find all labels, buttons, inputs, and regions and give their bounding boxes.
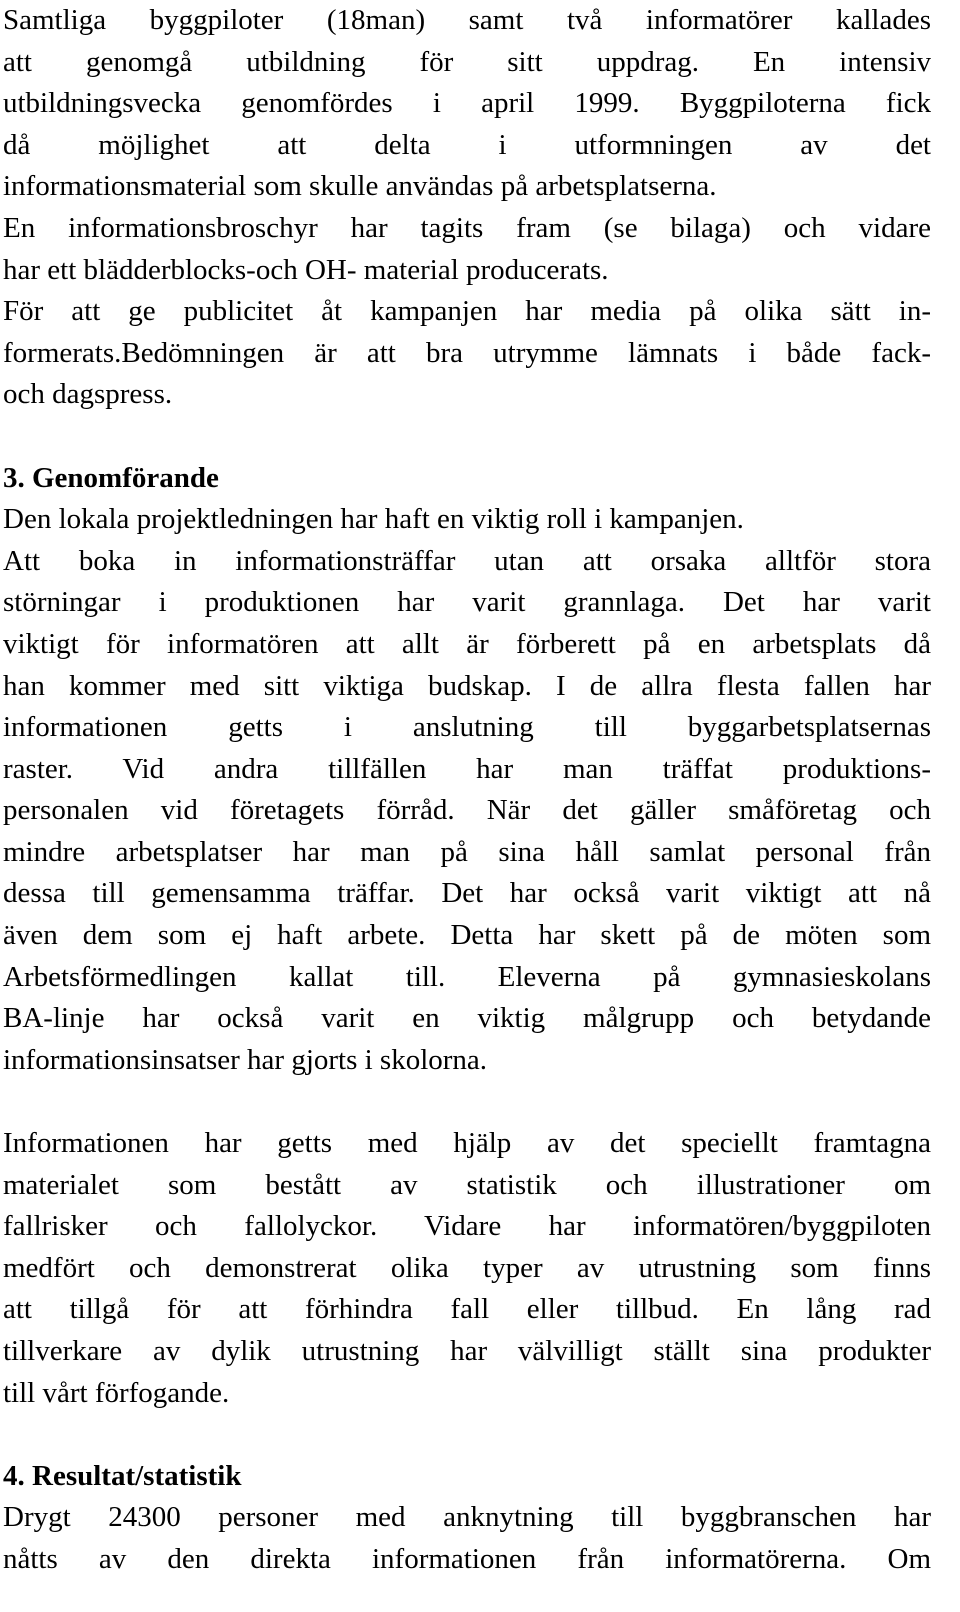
paragraph <box>3 499 931 1081</box>
text-line: att tillgå för att förhindra fall eller tillbud. En lång rad <box>3 1293 931 1326</box>
text-line: har ett blädderblocks-och OH- material producerats. <box>3 253 609 286</box>
paragraph <box>3 0 931 416</box>
text-line: mindre arbetsplatser har man på sina håll samlat personal från <box>3 835 931 868</box>
text-line: utbildningsvecka genomfördes i april 1999. Byggpiloterna fick <box>3 87 931 120</box>
text-line: informationsmaterial som skulle användas på arbetsplatserna. <box>3 170 717 203</box>
text-line: även dem som ej haft arbete. Detta har skett på de möten som <box>3 919 931 952</box>
text-line: personalen vid företagets förråd. När det gäller småföretag och <box>3 794 931 827</box>
text-line: och dagspress. <box>3 378 173 411</box>
text-line: Drygt 24300 personer med anknytning till byggbranschen har <box>3 1501 931 1534</box>
text-line: materialet som bestått av statistik och illustrationer om <box>3 1168 931 1201</box>
paragraph <box>3 1123 931 1414</box>
text-line: dessa till gemensamma träffar. Det har också varit viktigt att nå <box>3 877 931 910</box>
section-heading: 4. Resultat/statistik <box>3 1459 242 1492</box>
text-line: han kommer med sitt viktiga budskap. I de allra flesta fallen har <box>3 669 931 702</box>
text-line: fallrisker och fallolyckor. Vidare har informatören/byggpiloten <box>3 1210 931 1243</box>
paragraph <box>3 1497 931 1580</box>
text-line: viktigt för informatören att allt är förberett på en arbetsplats då <box>3 627 931 660</box>
section-heading: 3. Genomförande <box>3 461 219 494</box>
text-line: Arbetsförmedlingen kallat till. Eleverna på gymnasieskolans <box>3 960 931 993</box>
text-line: informationen getts i anslutning till byggarbetsplatsernas <box>3 711 931 744</box>
text-line: störningar i produktionen har varit grannlaga. Det har varit <box>3 586 931 619</box>
document-page <box>3 0 931 1581</box>
text-line: Den lokala projektledningen har haft en viktig roll i kampanjen. <box>3 503 744 536</box>
text-line: Informationen har getts med hjälp av det speciellt framtagna <box>3 1127 931 1160</box>
text-line: Att boka in informationsträffar utan att orsaka alltför stora <box>3 544 931 577</box>
text-line: För att ge publicitet åt kampanjen har media på olika sätt in- <box>3 295 931 328</box>
paragraph-gap <box>3 416 931 458</box>
text-line: En informationsbroschyr har tagits fram (se bilaga) och vidare <box>3 211 931 244</box>
text-line: formerats.Bedömningen är att bra utrymme lämnats i både fack- <box>3 336 931 369</box>
paragraph-gap <box>3 1081 931 1123</box>
paragraph-gap <box>3 1414 931 1456</box>
text-line: då möjlighet att delta i utformningen av det <box>3 128 931 161</box>
text-line: tillverkare av dylik utrustning har välvilligt ställt sina produkter <box>3 1335 931 1367</box>
text-line: till vårt förfogande. <box>3 1376 230 1409</box>
text-line: raster. Vid andra tillfällen har man träffat produktions- <box>3 752 931 785</box>
text-line: informationsinsatser har gjorts i skolorna. <box>3 1043 488 1076</box>
text-line: Samtliga byggpiloter (18man) samt två informatörer kallades <box>3 4 931 36</box>
text-line: att genomgå utbildning för sitt uppdrag. En intensiv <box>3 45 931 78</box>
text-line: medfört och demonstrerat olika typer av utrustning som finns <box>3 1251 931 1284</box>
text-line: nåtts av den direkta informationen från informatörerna. Om <box>3 1542 931 1575</box>
text-line: BA-linje har också varit en viktig målgrupp och betydande <box>3 1002 931 1035</box>
